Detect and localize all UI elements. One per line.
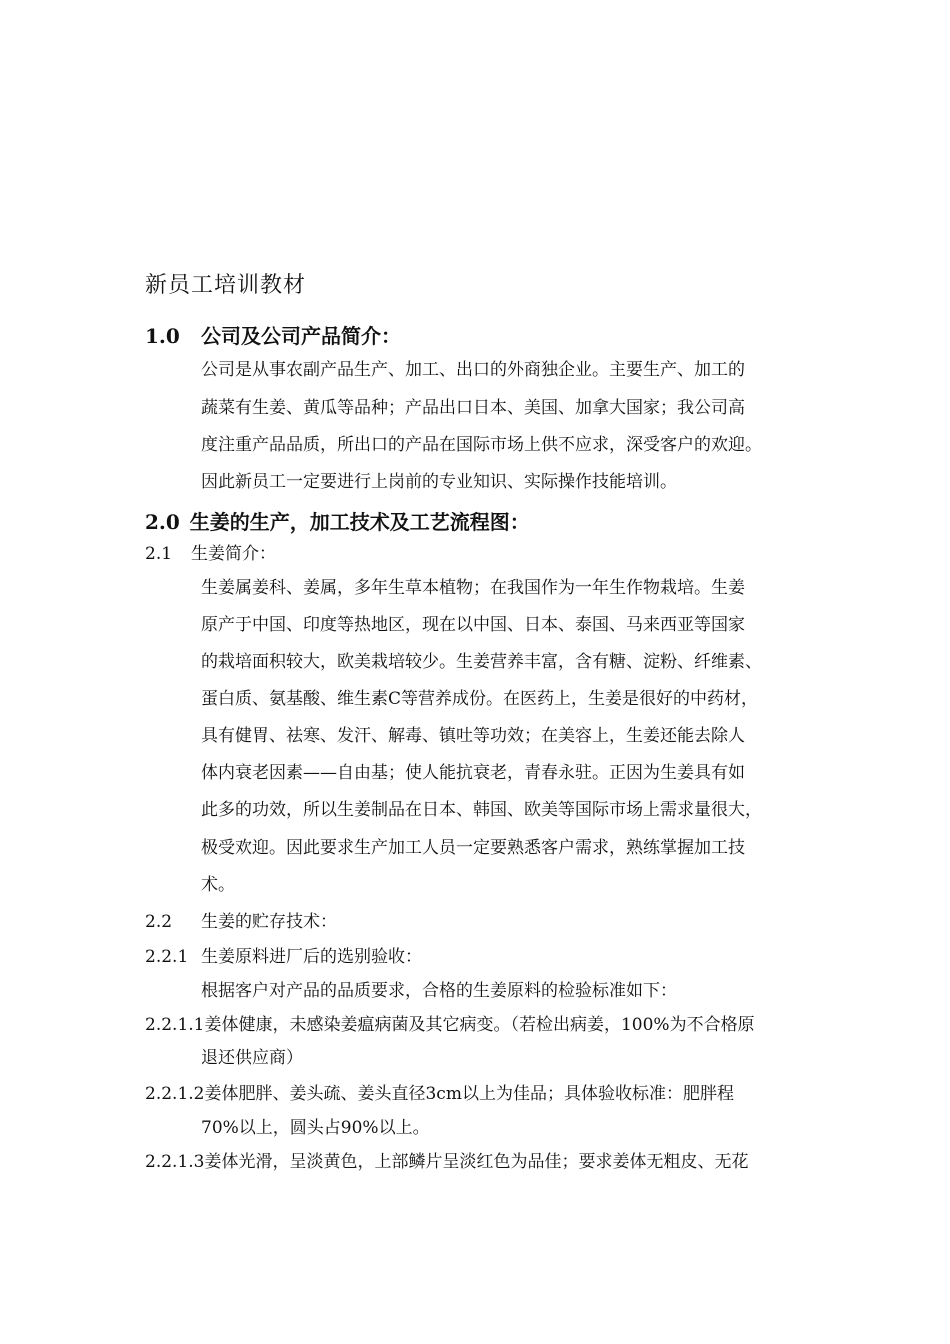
- section-2-2-1-heading: [145, 946, 422, 968]
- item-2-2-1-3-number: 2.2.1.3: [145, 1152, 205, 1172]
- section-2-heading: [145, 506, 530, 535]
- item-2-2-1-1: [145, 1014, 755, 1036]
- item-2-2-1-2-continuation: 70%以上，圆头占90%以上。: [201, 1118, 430, 1138]
- section-2-1-line-8: 极受欢迎。因此要求生产加工人员一定要熟悉客户需求，熟练掌握加工技: [201, 838, 745, 858]
- section-2-2-1-title: 生姜原料进厂后的选别验收：: [201, 947, 422, 967]
- section-2-1-line-7: 此多的功效，所以生姜制品在日本、韩国、欧美等国际市场上需求量很大，: [201, 800, 762, 820]
- section-1-line-1: 公司是从事农副产品生产、加工、出口的外商独企业。主要生产、加工的: [201, 360, 745, 380]
- section-2-1-line-2: 原产于中国、印度等热地区，现在以中国、日本、泰国、马来西亚等国家: [201, 615, 745, 635]
- section-2-1-line-1: 生姜属姜科、姜属，多年生草本植物；在我国作为一年生作物栽培。生姜: [201, 578, 745, 598]
- item-2-2-1-1-continuation: 退还供应商）: [201, 1048, 303, 1068]
- section-1-line-3: 度注重产品品质，所出口的产品在国际市场上供不应求，深受客户的欢迎。: [201, 435, 762, 455]
- section-2-1-line-9: 术。: [201, 875, 235, 895]
- section-2-1-heading: [145, 543, 276, 565]
- section-2-2-title: 生姜的贮存技术：: [201, 912, 337, 932]
- section-2-2-1-number: 2.2.1: [145, 947, 189, 967]
- section-2-2-1-line: 根据客户对产品的品质要求，合格的生姜原料的检验标准如下：: [201, 981, 677, 1001]
- section-2-2-number: 2.2: [145, 912, 173, 932]
- item-2-2-1-3: [145, 1151, 748, 1173]
- section-2-number: 2.0: [145, 510, 180, 534]
- item-2-2-1-2-number: 2.2.1.2: [145, 1084, 205, 1104]
- section-2-1-title: 生姜简介：: [191, 544, 276, 564]
- item-2-2-1-1-number: 2.2.1.1: [145, 1015, 205, 1035]
- section-2-1-number: 2.1: [145, 544, 173, 564]
- item-2-2-1-1-text: 姜体健康，未感染姜瘟病菌及其它病变。（若检出病姜，100%为不合格原: [204, 1015, 755, 1035]
- section-1-heading: [145, 320, 401, 349]
- section-2-1-line-5: 具有健胃、祛寒、发汗、解毒、镇吐等功效；在美容上，生姜还能去除人: [201, 726, 745, 746]
- section-1-title: 公司及公司产品简介：: [201, 324, 401, 348]
- item-2-2-1-2-text: 姜体肥胖、姜头疏、姜头直径3cm以上为佳品；具体验收标准：肥胖程: [204, 1084, 734, 1104]
- document-title: 新员工培训教材: [145, 273, 307, 298]
- section-2-title: 生姜的生产，加工技术及工艺流程图：: [189, 510, 530, 534]
- section-2-1-line-3: 的栽培面积较大，欧美栽培较少。生姜营养丰富，含有糖、淀粉、纤维素、: [201, 652, 762, 672]
- section-1-number: 1.0: [145, 324, 180, 348]
- section-1-line-4: 因此新员工一定要进行上岗前的专业知识、实际操作技能培训。: [201, 472, 677, 492]
- item-2-2-1-2: [145, 1083, 734, 1105]
- section-2-1-line-4: 蛋白质、氨基酸、维生素C等营养成份。在医药上，生姜是很好的中药材，: [201, 689, 759, 709]
- item-2-2-1-3-text: 姜体光滑，呈淡黄色，上部鳞片呈淡红色为品佳；要求姜体无粗皮、无花: [204, 1152, 749, 1172]
- section-2-1-line-6: 体内衰老因素——自由基；使人能抗衰老，青春永驻。正因为生姜具有如: [201, 763, 745, 783]
- section-2-2-heading: [145, 911, 337, 933]
- section-1-line-2: 蔬菜有生姜、黄瓜等品种；产品出口日本、美国、加拿大国家；我公司高: [201, 398, 745, 418]
